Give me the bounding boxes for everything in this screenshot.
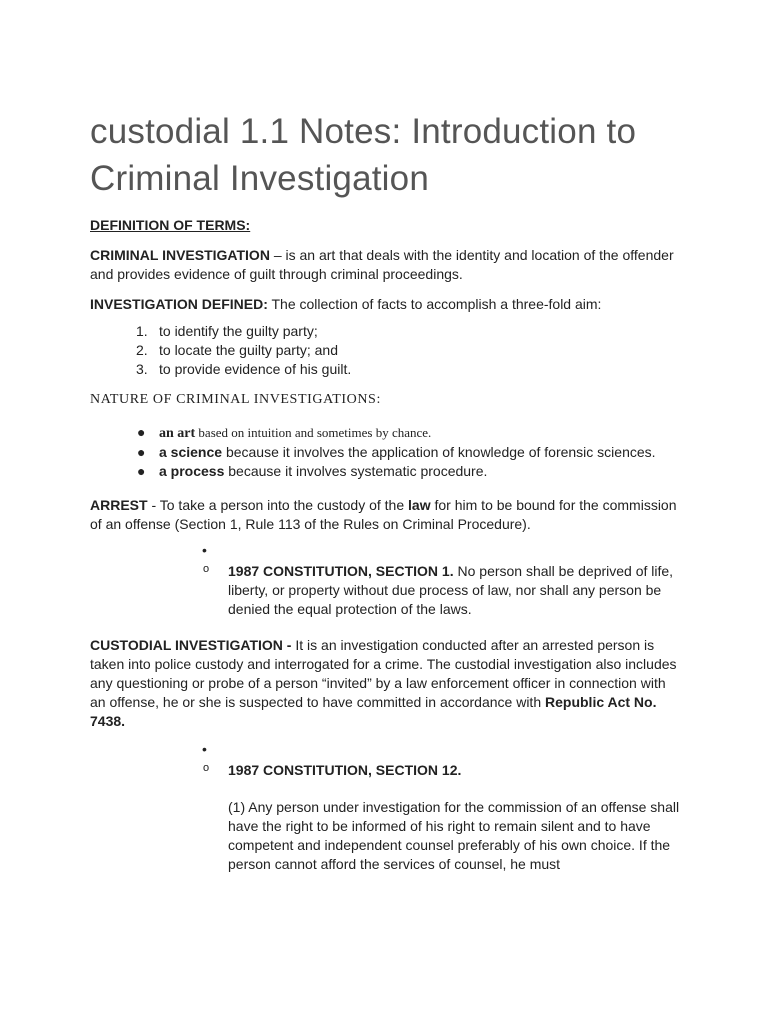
- custodial-investigation-text: It is an investigation conducted after an arrested person is taken into police custody and interrogated for a crime. The custodial investigation also includes any questioning or probe of a person “invited” by a law enforcement officer in connection with an offense, he or she is suspected to have committed in accordance with: [90, 637, 677, 710]
- investigation-defined-paragraph: [90, 295, 680, 314]
- document-page: [90, 108, 680, 891]
- arrest-term: ARREST: [90, 497, 148, 513]
- republic-act: Republic Act No. 7438.: [90, 694, 657, 729]
- list-item-text: to provide evidence of his guilt.: [159, 361, 352, 377]
- investigation-defined-text: The collection of facts to accomplish a three-fold aim:: [267, 296, 602, 312]
- constitution-section-1-block: [90, 542, 680, 619]
- bullet-icon: •: [202, 542, 207, 558]
- criminal-investigation-paragraph: [90, 246, 680, 284]
- circle-bullet-icon: o: [203, 563, 210, 575]
- list-item: [90, 360, 680, 379]
- investigation-defined-term: INVESTIGATION DEFINED:: [90, 296, 268, 312]
- list-item: [90, 322, 680, 341]
- nature-item-bold: a process: [159, 463, 225, 479]
- custodial-investigation-paragraph: [90, 636, 680, 731]
- nature-heading: NATURE OF CRIMINAL INVESTIGATIONS:: [90, 392, 381, 407]
- bullet-icon: •: [202, 741, 207, 757]
- list-item-text: to identify the guilty party;: [159, 323, 318, 339]
- criminal-investigation-text: – is an art that deals with the identity and location of the offender and provides evidence of guilt through criminal proceedings.: [90, 247, 674, 282]
- nature-item-text: because it involves systematic procedure.: [224, 463, 488, 479]
- constitution-section-12-block: [90, 741, 680, 874]
- aim-list: [90, 322, 680, 379]
- list-number: 3.: [136, 361, 148, 377]
- constitution-section-12-paragraph: (1) Any person under investigation for the commission of an offense shall have the right to be informed of his right to remain silent and to have competent and independent counsel preferably of his own choice. If the person cannot afford the services of counsel, he must: [228, 799, 680, 872]
- list-number: 2.: [136, 342, 148, 358]
- nature-item-text: because it involves the application of knowledge of forensic sciences.: [222, 444, 656, 460]
- bullet-icon: ●: [137, 463, 146, 479]
- arrest-paragraph: [90, 496, 680, 534]
- definition-heading-text: DEFINITION OF TERMS:: [90, 217, 251, 233]
- arrest-law: law: [408, 497, 431, 513]
- custodial-investigation-term: CUSTODIAL INVESTIGATION -: [90, 637, 292, 653]
- criminal-investigation-term: CRIMINAL INVESTIGATION: [90, 247, 270, 263]
- page-title: custodial 1.1 Notes: Introduction to Criminal Investigation: [90, 112, 637, 198]
- definition-heading: [90, 216, 680, 235]
- nature-item-bold: a science: [159, 444, 223, 460]
- list-item-text: to locate the guilty party; and: [159, 342, 338, 358]
- list-item: [90, 423, 680, 443]
- list-item: [90, 443, 680, 462]
- constitution-section-1-text: No person shall be deprived of life, liberty, or property without due process of law, nor shall any person be denied the equal protection of the laws.: [228, 563, 674, 617]
- list-item: [90, 341, 680, 360]
- constitution-section-12: [202, 741, 680, 874]
- list-item: [90, 462, 680, 481]
- arrest-text-2: for him to be bound for the commission of an offense (Section 1, Rule 113 of the Rules on Criminal Procedure).: [90, 497, 677, 532]
- circle-bullet-icon: o: [203, 762, 210, 774]
- nature-list: [90, 423, 680, 481]
- constitution-section-12-title: 1987 CONSTITUTION, SECTION 12.: [228, 762, 462, 778]
- nature-item-bold: an art: [159, 426, 196, 441]
- constitution-section-1: [202, 542, 680, 619]
- arrest-text-1: - To take a person into the custody of the: [147, 497, 409, 513]
- nature-item-text: based on intuition and sometimes by chance.: [195, 425, 432, 440]
- constitution-section-1-title: 1987 CONSTITUTION, SECTION 1.: [228, 563, 454, 579]
- list-number: 1.: [136, 323, 148, 339]
- bullet-icon: ●: [137, 444, 146, 460]
- bullet-icon: ●: [137, 424, 146, 440]
